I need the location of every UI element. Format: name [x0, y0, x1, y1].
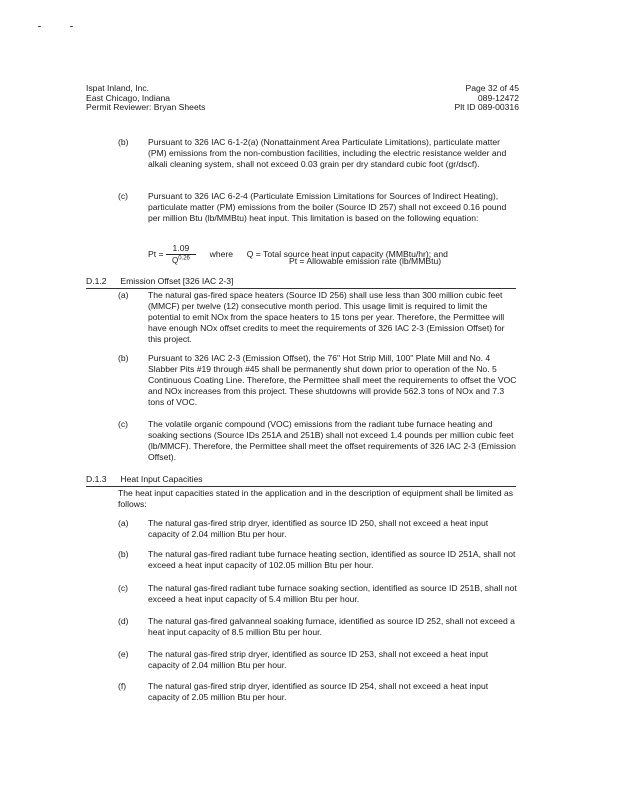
formula-pt-definition: Pt = Allowable emission rate (lb/MMBtu): [289, 256, 442, 266]
item-label: (c): [118, 191, 129, 201]
item-label: (b): [118, 549, 129, 559]
header-company: Ispat Inland, Inc.: [86, 83, 150, 93]
item-text: The natural gas-fired radiant tube furnace heating section, identified as source ID 251A, shall not exceed a heat input capacity of 102.05 million Btu per hour.: [148, 549, 516, 570]
section-heading-d12: [86, 276, 516, 287]
item-label: (a): [118, 290, 129, 300]
item-label: (e): [118, 649, 129, 659]
item-label: (c): [118, 419, 129, 429]
formula-q-definition: Q = Total source heat input capacity (MMBtu/hr); and: [246, 248, 448, 259]
header-right: [455, 84, 520, 113]
formula-fraction: [166, 243, 196, 266]
list-item: [118, 191, 518, 224]
section-heading-d13: [86, 474, 516, 485]
scan-speck: [38, 26, 41, 27]
item-label: (b): [118, 137, 129, 147]
item-text: The natural gas-fired strip dryer, identified as source ID 253, shall not exceed a heat input capacity of 2.04 million Btu per hour.: [148, 649, 489, 670]
list-item: [118, 681, 518, 703]
list-item: [118, 616, 518, 638]
item-text: Pursuant to 326 IAC 6-2-4 (Particulate Emission Limitations for Sources of Indirect Heating), particulate matter (PM) emissions from the boiler (Source ID 257) shall not exceed 0.16 pound per million Btu (lb/MMBtu) heat input. This limitation is based on the following equation:: [148, 191, 507, 223]
item-text: The natural gas-fired radiant tube furnace soaking section, identified as source ID 251B, shall not exceed a heat input capacity of 5.4 million Btu per hour.: [148, 583, 517, 604]
header-page: Page 32 of 45: [465, 83, 519, 93]
list-item: [118, 137, 518, 170]
item-label: (c): [118, 583, 129, 593]
list-item: [118, 353, 518, 408]
item-text: Pursuant to 326 IAC 2-3 (Emission Offset), the 76" Hot Strip Mill, 100" Plate Mill and No. 4 Slabber Pits #19 through #45 shall be permanently shut down prior to operation of the No. 5 Continuous Coating Line. Therefore, the Permittee shall meet the requirements to offset the VOC and NOx increases from this project. These shutdowns will provide 562.3 tons of NOx and 7.3 tons of VOC.: [148, 353, 517, 407]
header-left: [86, 84, 205, 113]
header-permit-number: 089-12472: [477, 92, 519, 103]
formula-lhs: Pt =: [148, 248, 164, 259]
list-item: [118, 518, 518, 540]
list-item: [118, 419, 518, 463]
section-title: Heat Input Capacities: [120, 474, 203, 484]
formula-denominator: Q: [171, 256, 179, 265]
list-item: [118, 549, 518, 571]
header-reviewer: Permit Reviewer: Bryan Sheets: [86, 102, 206, 112]
section-divider: [86, 288, 516, 289]
list-item: [118, 583, 518, 605]
header-plant-id: Plt ID 089-00316: [454, 102, 519, 112]
section-title: Emission Offset [326 IAC 2-3]: [120, 276, 234, 286]
item-text: The volatile organic compound (VOC) emissions from the radiant tube furnace heating and soaking sections (Source IDs 251A and 251B) shall not exceed 1.4 pounds per million cubic feet (lb/MMCF). Therefore, the Permittee shall meet the offset requirements of 326 IAC 2-3 (Emission Offset).: [148, 419, 516, 462]
item-text: The natural gas-fired strip dryer, identified as source ID 250, shall not exceed a heat input capacity of 2.04 million Btu per hour.: [148, 518, 489, 539]
item-text: Pursuant to 326 IAC 6-1-2(a) (Nonattainment Area Particulate Limitations), particulate matter (PM) emissions from the non-combustion facilities, including the electric resistance welder and alkali cleaning system, shall not exceed 0.03 grain per dry standard cubic foot (gr/dscf).: [148, 137, 507, 169]
item-text: The natural gas-fired strip dryer, identified as source ID 254, shall not exceed a heat input capacity of 2.05 million Btu per hour.: [148, 681, 489, 702]
item-label: (a): [118, 518, 129, 528]
list-item: [118, 290, 518, 345]
header-location: East Chicago, Indiana: [86, 92, 171, 103]
section-number: D.1.3: [86, 474, 107, 484]
item-text: The natural gas-fired galvanneal soaking furnace, identified as source ID 252, shall not exceed a heat input capacity of 8.5 million Btu per hour.: [148, 616, 515, 637]
section-intro: The heat input capacities stated in the application and in the description of equipment shall be limited as follows:: [118, 488, 514, 509]
item-label: (d): [118, 616, 129, 626]
item-text: The natural gas-fired space heaters (Source ID 256) shall use less than 300 million cubic feet (MMCF) per twelve (12) consecutive month period. This usage limit is required to limit the potential to emit NOx from the space heaters to 15 tons per year. Therefore, the Permittee will have enough NOx offset credits to meet the requirements of 326 IAC 2-3 (Emission Offset) for this project.: [148, 290, 505, 344]
scan-speck: [70, 26, 73, 27]
item-label: (b): [118, 353, 129, 363]
formula-numerator: 1.09: [166, 243, 196, 255]
section-number: D.1.2: [86, 276, 107, 286]
item-label: (f): [118, 681, 127, 691]
formula-where: where: [209, 248, 234, 259]
list-item: [118, 649, 518, 671]
section-divider: [86, 486, 516, 487]
formula-exponent: 0.26: [178, 255, 190, 262]
